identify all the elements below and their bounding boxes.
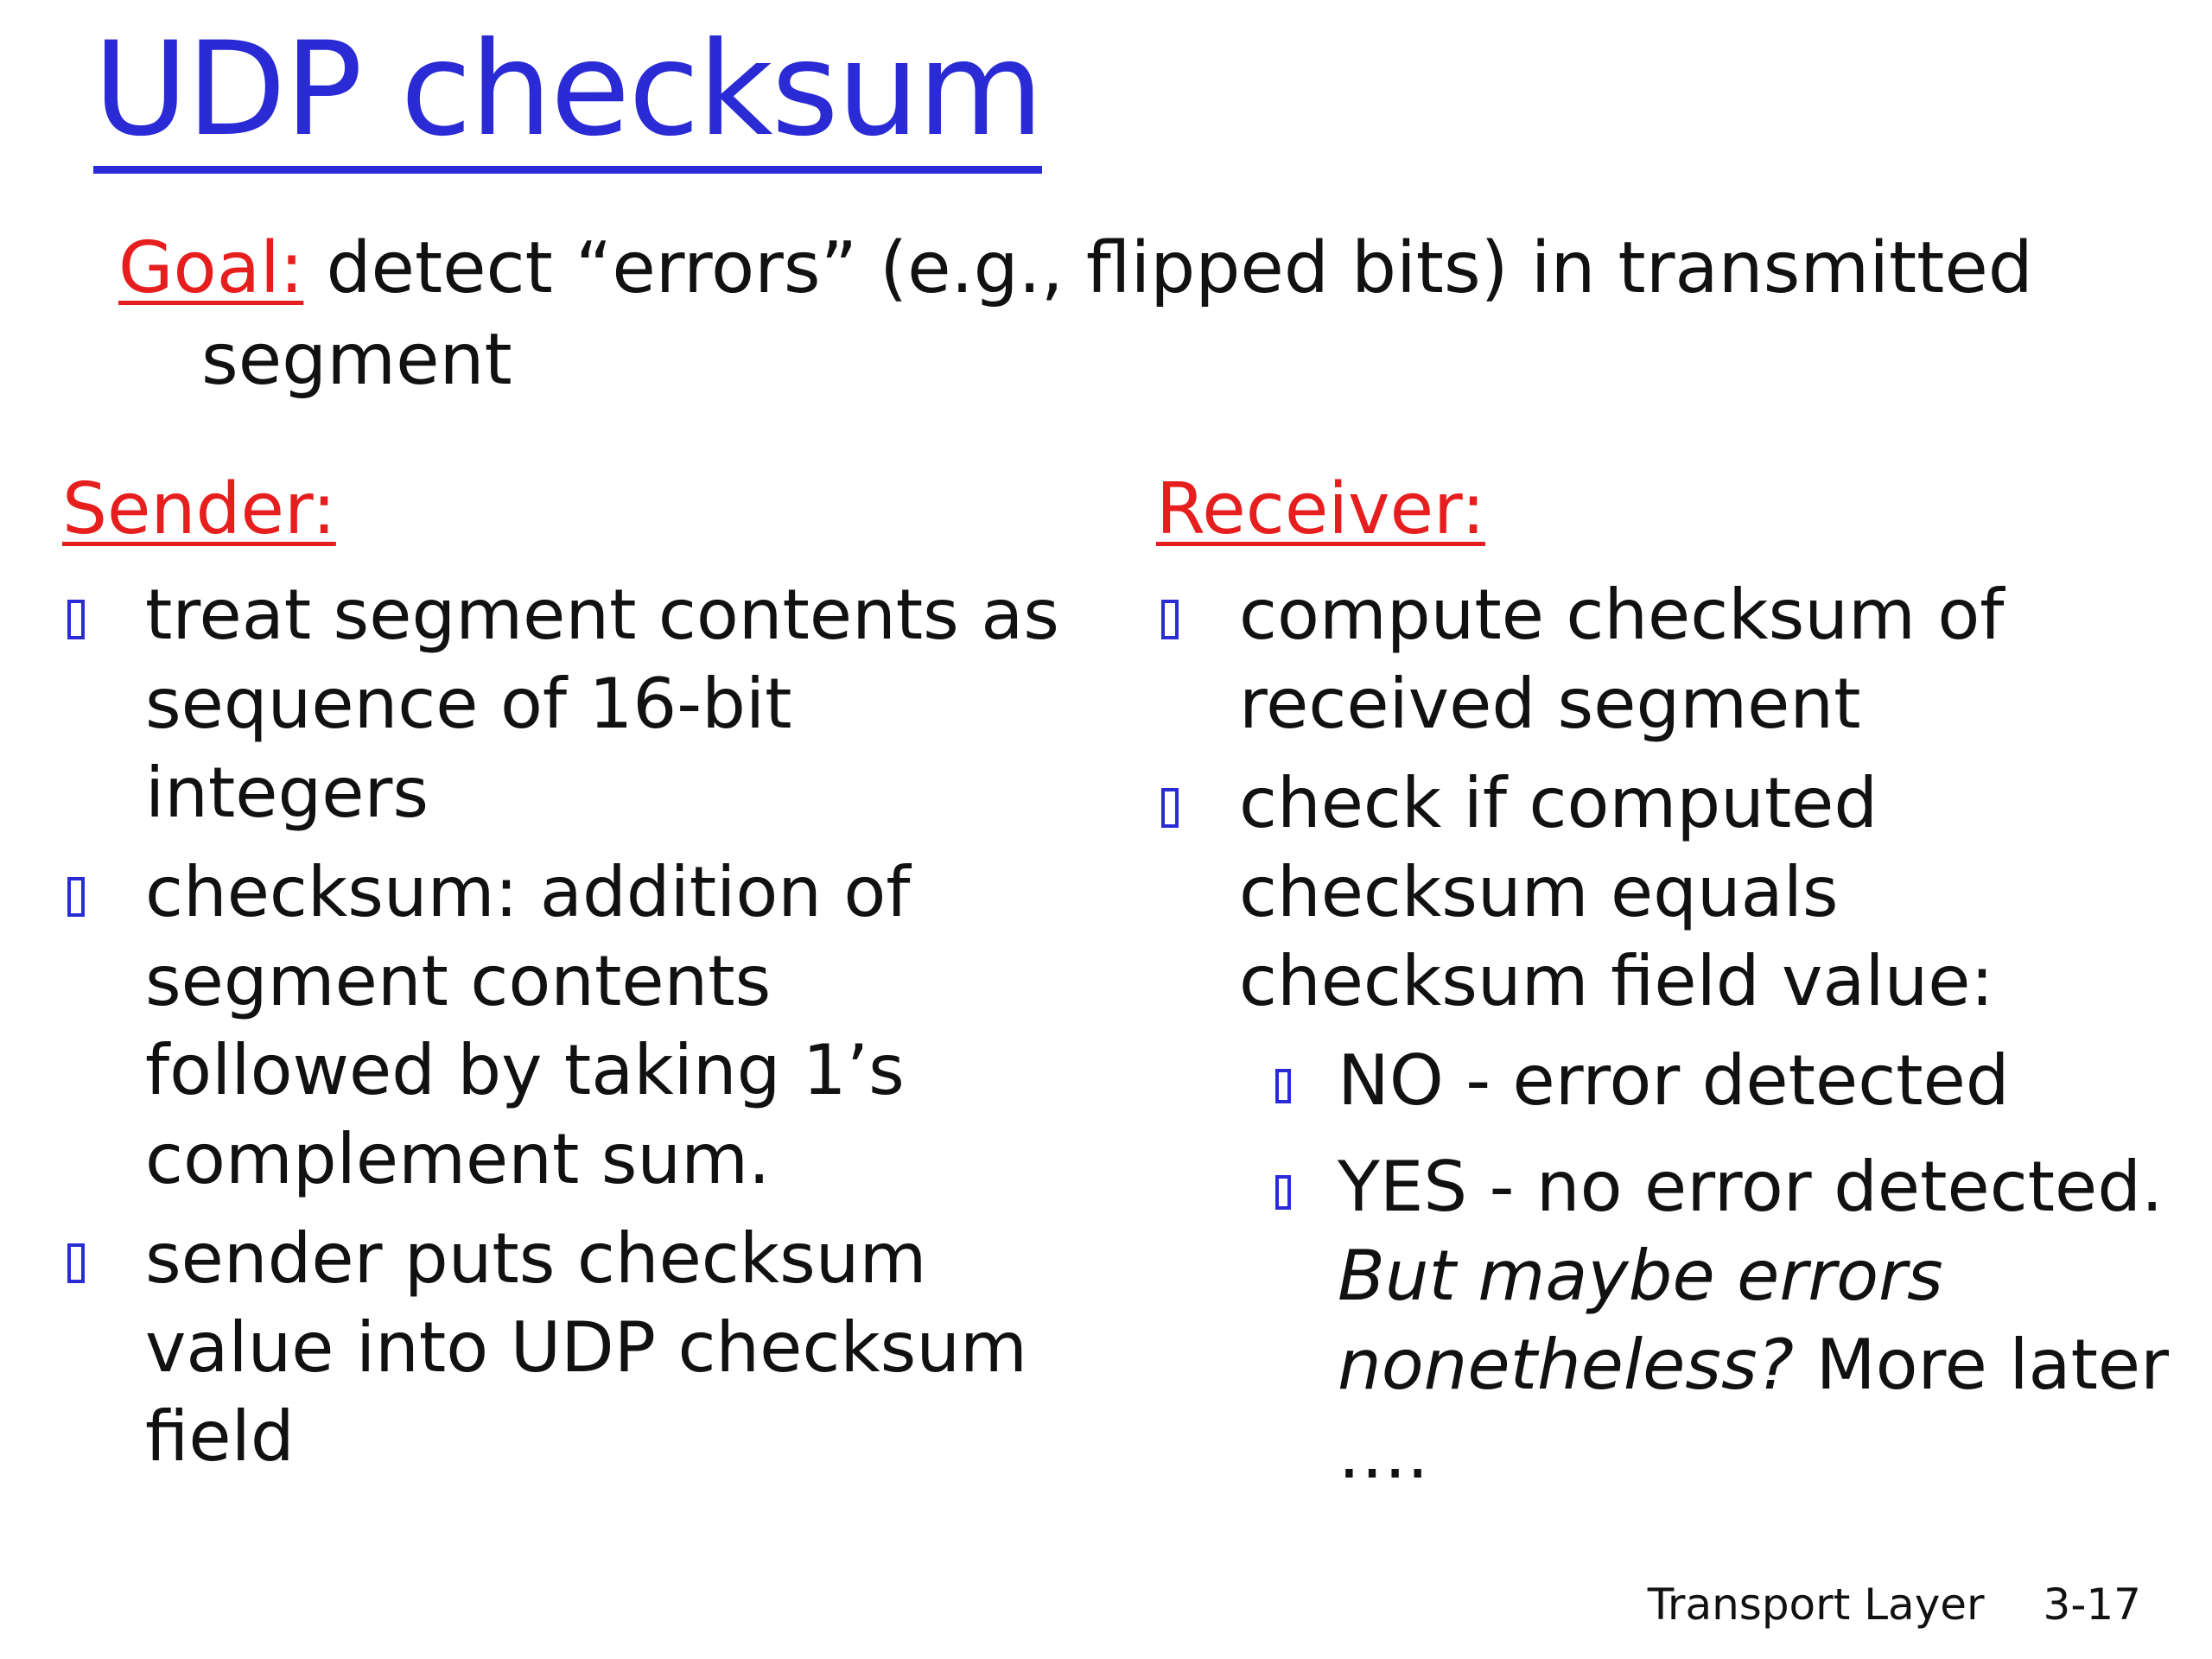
sub-bullet-yes-italic: But maybe errors nonetheless? (1338, 1236, 1943, 1405)
receiver-column (1156, 467, 2193, 1516)
sender-column (62, 467, 1065, 1491)
slide-footer (1648, 1580, 2141, 1630)
sub-bullet-no-text: NO - error detected (1338, 1040, 2010, 1121)
slide-title: UDP checksum (93, 17, 1042, 174)
square-bullet-icon (1161, 600, 1179, 639)
sub-bullet-yes-suffix: More later …. (1338, 1325, 2170, 1494)
footer-page-number: 3-17 (2043, 1580, 2141, 1630)
receiver-sub-bullet-yes (1156, 1142, 2193, 1498)
square-bullet-icon (1161, 788, 1179, 828)
sender-heading: Sender: (62, 468, 336, 550)
sender-bullet (62, 848, 1065, 1204)
square-bullet-icon (1275, 1069, 1291, 1103)
sub-bullet-yes-prefix: YES - no error detected. (1338, 1147, 2164, 1227)
receiver-bullet (1156, 759, 2193, 1026)
square-bullet-icon (67, 877, 85, 917)
receiver-bullet-text: compute checksum of received segment (1239, 575, 2005, 744)
receiver-bullet-text: check if computed checksum equals checksum field value: (1239, 763, 1994, 1021)
receiver-heading: Receiver: (1156, 468, 1485, 550)
sender-bullet-text: checksum: addition of segment contents followed by taking 1’s complement sum. (145, 852, 911, 1199)
receiver-bullet (1156, 570, 2193, 748)
goal-statement (118, 223, 2088, 406)
goal-text-line2: segment (201, 319, 512, 401)
square-bullet-icon (67, 600, 85, 639)
square-bullet-icon (67, 1243, 85, 1283)
goal-label: Goal: (118, 227, 304, 309)
sender-bullet-text: treat segment contents as sequence of 16-bit integers (145, 575, 1059, 833)
sender-bullet (62, 570, 1065, 837)
sender-bullet (62, 1214, 1065, 1481)
receiver-sub-bullet-no (1156, 1036, 2193, 1125)
goal-text-line1: detect “errors” (e.g., flipped bits) in transmitted (326, 227, 2033, 309)
footer-chapter: Transport Layer (1647, 1580, 1985, 1630)
square-bullet-icon (1275, 1175, 1291, 1210)
sender-bullet-text: sender puts checksum value into UDP checksum field (145, 1218, 1027, 1477)
